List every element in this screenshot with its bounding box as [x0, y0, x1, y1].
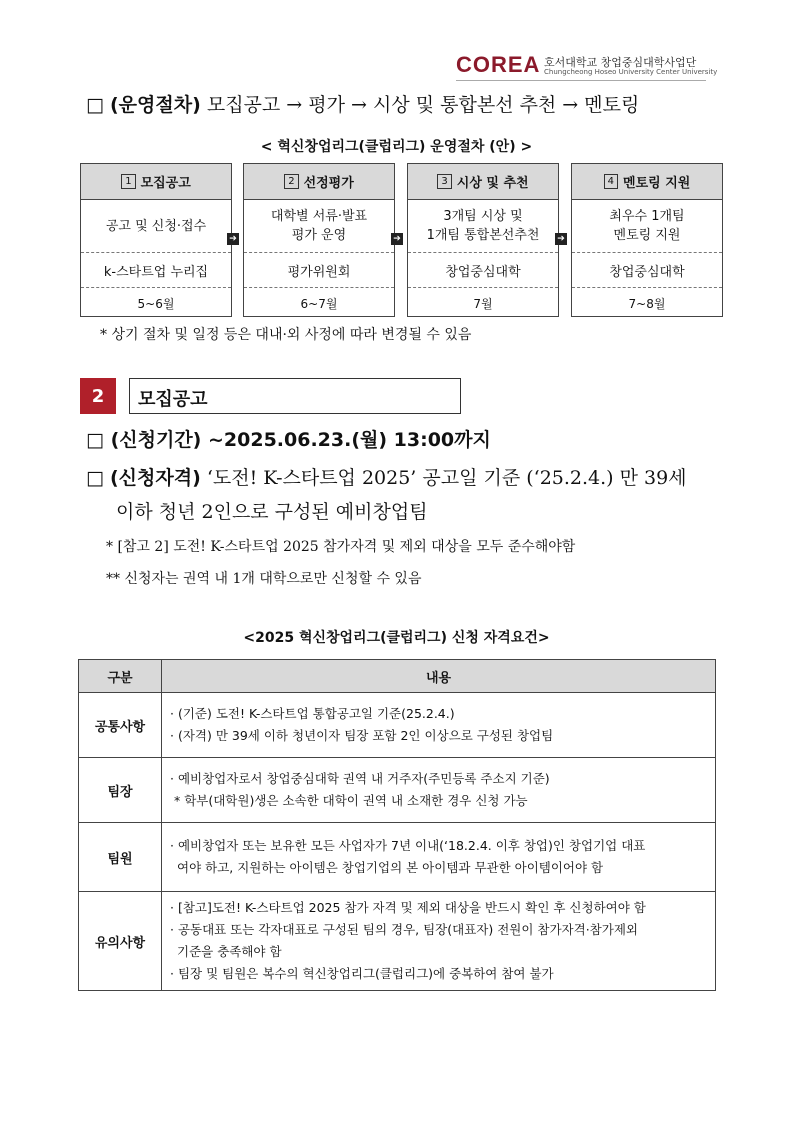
step-header [81, 164, 231, 200]
row-content [162, 693, 716, 758]
process-title: < 혁신창업리그(클럽리그) 운영절차 (안) > [260, 139, 533, 155]
step-header [244, 164, 394, 200]
checkbox-symbol: □ [86, 467, 104, 489]
step-title: 시상 및 추천 [456, 176, 529, 191]
table-header-category: 구분 [79, 660, 162, 693]
step-description [572, 200, 722, 253]
logo-underline [456, 80, 706, 81]
table-row [79, 693, 716, 758]
step-organization: k-스타트업 누리집 [81, 253, 231, 288]
period-text: ~2025.06.23.(월) 13:00까지 [208, 429, 491, 451]
right-arrow-icon: ➔ [555, 233, 567, 245]
period-label: (신청기간) [110, 429, 202, 451]
step-desc-line: 평가 운영 [291, 228, 347, 243]
step-desc-line: 대학별 서류·발표 [270, 209, 368, 224]
process-step-2 [243, 163, 395, 317]
row-content [162, 823, 716, 892]
row-line: · 예비창업자로서 창업중심대학 권역 내 거주자(주민등록 주소지 기준) [170, 771, 550, 786]
checkbox-symbol: □ [86, 429, 104, 451]
row-line: · 팀장 및 팀원은 복수의 혁신창업리그(클럽리그)에 중복하여 참여 불가 [170, 966, 554, 981]
requirements-title: <2025 혁신창업리그(클럽리그) 신청 자격요건> [243, 630, 550, 646]
table-header-row [79, 660, 716, 693]
step-period: 7~8월 [628, 297, 666, 311]
eligibility-text-1: ‘도전! K-스타트업 2025’ 공고일 기준 (‘25.2.4.) 만 39세 [206, 467, 687, 489]
step-description [244, 200, 394, 253]
row-line: 여야 하고, 지원하는 아이템은 창업기업의 본 아이템과 무관한 아이템이어야 함 [177, 860, 604, 875]
eligibility-line-1 [86, 463, 687, 490]
table-row [79, 758, 716, 823]
row-line: · 공동대표 또는 각자대표로 구성된 팀의 경우, 팀장(대표자) 전원이 참가자격·참가제외 [170, 922, 638, 937]
row-content [162, 892, 716, 991]
row-line: · [참고]도전! K-스타트업 2025 참가 자격 및 제외 대상을 반드시 확인 후 신청하여야 함 [170, 900, 646, 915]
step-organization: 창업중심대학 [572, 253, 722, 288]
table-header-content: 내용 [162, 660, 716, 693]
row-content [162, 758, 716, 823]
step-desc-line: 공고 및 신청·접수 [105, 218, 207, 234]
row-category: 유의사항 [79, 892, 162, 991]
step-organization: 창업중심대학 [408, 253, 558, 288]
note-reference: * [참고 2] 도전! K-스타트업 2025 참가자격 및 제외 대상을 모두 준수해야함 [106, 539, 576, 555]
step-period: 7월 [473, 297, 493, 311]
operation-label: (운영절차) [110, 94, 201, 116]
step-title: 선정평가 [303, 176, 354, 191]
step-title: 멘토링 지원 [623, 176, 691, 191]
table-row [79, 892, 716, 991]
corea-logo [456, 52, 718, 82]
step-period: 5~6월 [137, 297, 175, 311]
step-number: 3 [437, 174, 451, 189]
row-category: 팀장 [79, 758, 162, 823]
step-description [81, 200, 231, 253]
step-organization: 평가위원회 [244, 253, 394, 288]
row-line: · 예비창업자 또는 보유한 모든 사업자가 7년 이내(‘18.2.4. 이후 창업)인 창업기업 대표 [170, 838, 646, 853]
row-category: 팀원 [79, 823, 162, 892]
operation-text: 모집공고 → 평가 → 시상 및 통합본선 추천 → 멘토링 [206, 94, 640, 116]
step-period: 6~7월 [300, 297, 338, 311]
checkbox-symbol: □ [86, 94, 104, 116]
step-desc-line: 멘토링 지원 [613, 228, 681, 243]
table-row [79, 823, 716, 892]
step-number: 1 [121, 174, 135, 189]
row-category: 공통사항 [79, 693, 162, 758]
logo-english-text: Chungcheong Hoseo University Center University [544, 68, 718, 76]
requirements-table [78, 659, 716, 991]
process-note: * 상기 절차 및 일정 등은 대내·외 사정에 따라 변경될 수 있음 [100, 327, 472, 343]
eligibility-label: (신청자격) [110, 467, 201, 489]
eligibility-text-2: 이하 청년 2인으로 구성된 예비창업팀 [116, 501, 428, 523]
step-number: 4 [604, 174, 618, 189]
right-arrow-icon: ➔ [227, 233, 239, 245]
row-line: 기준을 충족해야 함 [177, 944, 282, 959]
section-title: 모집공고 [138, 389, 208, 410]
row-line: * 학부(대학원)생은 소속한 대학이 권역 내 소재한 경우 신청 가능 [170, 793, 528, 808]
step-header [572, 164, 722, 200]
step-desc-line: 3개팀 시상 및 [443, 209, 523, 224]
note-single-university: ** 신청자는 권역 내 1개 대학으로만 신청할 수 있음 [106, 571, 422, 587]
step-description [408, 200, 558, 253]
process-step-4 [571, 163, 723, 317]
logo-main-text: COREA [456, 52, 541, 77]
right-arrow-icon: ➔ [391, 233, 403, 245]
step-number: 2 [284, 174, 298, 189]
row-line: · (자격) 만 39세 이하 청년이자 팀장 포함 2인 이상으로 구성된 창업팀 [170, 728, 554, 743]
section-number-badge: 2 [80, 378, 116, 414]
step-desc-line: 최우수 1개팀 [609, 209, 685, 224]
row-line: · (기준) 도전! K-스타트업 통합공고일 기준(25.2.4.) [170, 706, 455, 721]
step-title: 모집공고 [140, 176, 191, 191]
step-header [408, 164, 558, 200]
application-period-line [86, 425, 491, 452]
operation-procedure-line [86, 90, 639, 117]
logo-korean-text: 호서대학교 창업중심대학사업단 [544, 56, 697, 69]
process-step-3 [407, 163, 559, 317]
process-step-1 [80, 163, 232, 317]
step-desc-line: 1개팀 통합본선추천 [426, 228, 540, 243]
